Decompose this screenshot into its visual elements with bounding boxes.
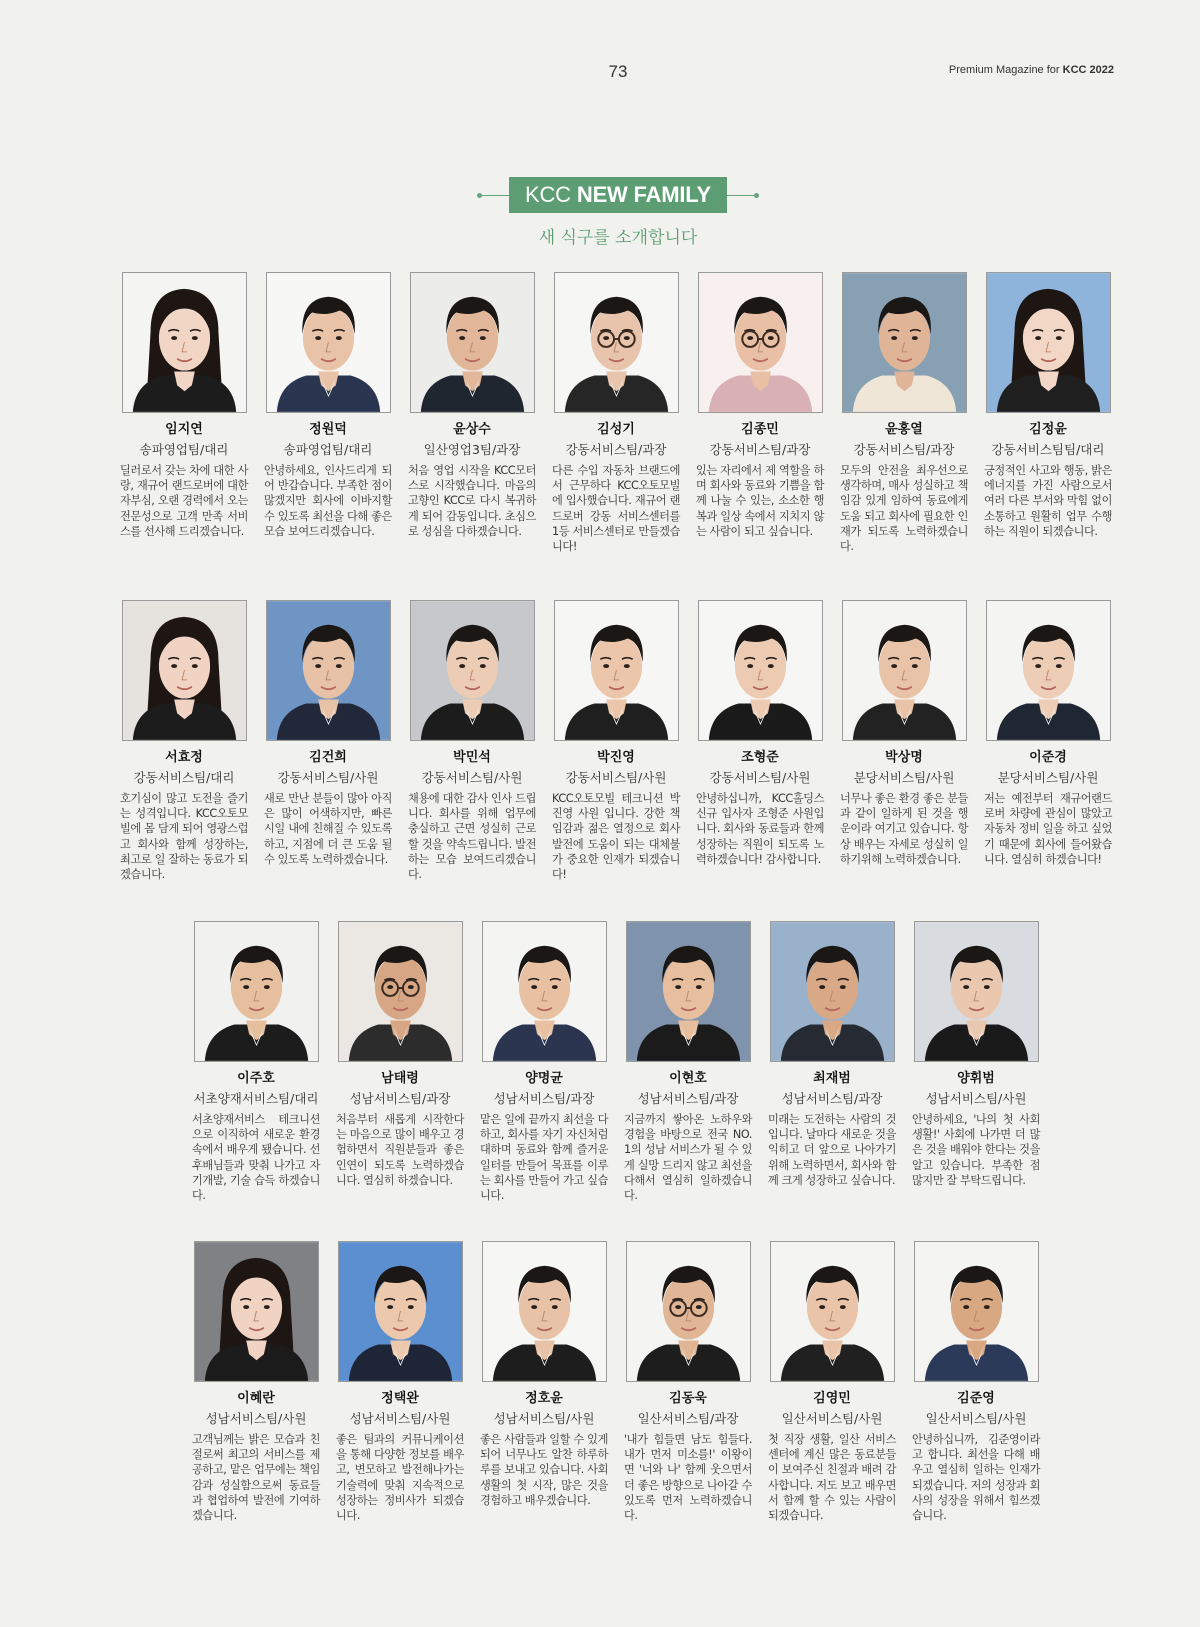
member-description: 딜러로서 갖는 차에 대한 사랑, 재규어 랜드로버에 대한 자부심, 오랜 경력에서 오는 전문성으로 고객 만족 서비스를 선사해 드리겠습니다. [120, 464, 248, 538]
member-team: 일산서비스팀/과장 [637, 1411, 739, 1426]
section-subtitle: 새 식구를 소개합니다 [538, 228, 698, 248]
member-description: 첫 직장 생활, 일산 서비스센터에 계신 많은 동료분들이 보여주신 친절과 배려 감사합니다. 저도 보고 배우면서 함께 할 수 있는 사람이 되겠습니다. [768, 1433, 896, 1523]
member-photo [122, 600, 247, 741]
member-team: 송파영업팀/대리 [283, 442, 373, 457]
member-description: 긍정적인 사고와 행동, 밝은 에너지를 가진 사람으로서 여러 다른 부서와 막힘 없이 소통하고 원활히 업무 수행하는 직원이 되겠습니다. [984, 464, 1112, 538]
member-description: 처음부터 새롭게 시작한다는 마음으로 많이 배우고 경험하면서 직원분들과 좋은 인연이 되도록 노력하겠습니다. 열심히 하겠습니다. [336, 1113, 464, 1187]
member-photo [842, 600, 967, 741]
member-description: 새로 만난 분들이 많아 아직은 많이 어색하지만, 빠른 시일 내에 친해질 수 있도록 하고, 지점에 더 큰 도움 될 수 있도록 노력하겠습니다. [264, 792, 392, 866]
member-card [552, 272, 680, 554]
member-description: 너무나 좋은 환경 좋은 분들과 같이 일하게 된 것을 행운이라 여기고 있습니다. 항상 배우는 자세로 성실히 일하기위해 노력하겠습니다. [840, 792, 968, 866]
member-team: 강동서비스팀/사원 [565, 770, 667, 785]
member-team: 성남서비스팀/과장 [637, 1091, 739, 1106]
member-team: 분당서비스팀/사원 [853, 770, 955, 785]
member-name: 이주호 [237, 1071, 275, 1086]
member-name: 최재범 [813, 1071, 851, 1086]
member-name: 조형준 [741, 750, 779, 765]
member-team: 성남서비스팀/과장 [493, 1091, 595, 1106]
member-name: 윤상수 [453, 422, 491, 437]
member-name: 박민석 [453, 750, 491, 765]
banner-line-right [727, 195, 755, 196]
member-description: 안녕하세요, '나의 첫 사회생활!' 사회에 나가면 더 많은 것을 배워야 한다는 것을 알고 있습니다. 부족한 점 많지만 잘 부탁드립니다. [912, 1113, 1040, 1187]
member-description: 처음 영업 시작을 KCC모터스로 시작했습니다. 마음의 고향인 KCC로 다시 복귀하게 되어 감동입니다. 초심으로 성심을 다하겠습니다. [408, 464, 536, 538]
member-name: 이혜란 [237, 1391, 275, 1406]
member-name: 윤홍열 [885, 422, 923, 437]
member-card [768, 1241, 896, 1523]
member-photo [122, 272, 247, 413]
member-photo [410, 600, 535, 741]
member-card [192, 921, 320, 1203]
member-description: 좋은 팀과의 커뮤니케이션을 통해 다양한 정보를 배우고, 변모하고 발전해나가는 기술력에 맞춰 지속적으로 성장하는 정비사가 되겠습니다. [336, 1433, 464, 1523]
member-photo [554, 600, 679, 741]
member-card [912, 921, 1040, 1188]
member-name: 정원덕 [309, 422, 347, 437]
member-description: 지금까지 쌓아온 노하우와 경험을 바탕으로 전국 NO.1의 성남 서비스가 될 수 있게 실망 드리지 않고 최선을 다해서 열심히 일하겠습니다. [624, 1113, 752, 1203]
member-team: 강동서비스팀/사원 [421, 770, 523, 785]
member-card [408, 272, 536, 539]
member-description: 맡은 일에 끝까지 최선을 다하고, 회사를 자기 자신처럼 대하며 동료와 함께 즐거운 일터를 만들어 목표를 이루는 회사를 만들어 가고 싶습니다. [480, 1113, 608, 1203]
member-name: 서효정 [165, 750, 203, 765]
member-name: 김건희 [309, 750, 347, 765]
magazine-edition: KCC 2022 [1062, 64, 1114, 76]
member-team: 성남서비스팀/사원 [205, 1411, 307, 1426]
member-description: 있는 자리에서 제 역할을 하며 회사와 동료와 기쁨을 함께 나눌 수 있는, 소소한 행복과 일상 속에서 지치지 않는 사람이 되고 싶습니다. [696, 464, 824, 538]
member-description: 안녕하십니까, 김준영이라고 합니다. 최선을 다해 배우고 열심히 일하는 인재가 되겠습니다. 저의 성장과 회사의 성장을 위해서 힘쓰겠습니다. [912, 1433, 1040, 1523]
member-name: 이현호 [669, 1071, 707, 1086]
banner-title-light: KCC [525, 182, 571, 207]
member-team: 일산영업3팀/과장 [423, 442, 521, 457]
member-card [120, 272, 248, 539]
member-photo [338, 921, 463, 1062]
member-card [192, 1241, 320, 1523]
member-photo [626, 921, 751, 1062]
member-description: 호기심이 많고 도전을 즐기는 성격입니다. KCC오토모빌에 몸 담게 되어 영광스럽고 회사와 함께 성장하는, 최고로 일 잘하는 동료가 되겠습니다. [120, 792, 248, 882]
member-card [624, 1241, 752, 1523]
member-photo [554, 272, 679, 413]
banner-line-left [481, 195, 509, 196]
member-photo [698, 600, 823, 741]
member-team: 강동서비스팀/대리 [133, 770, 235, 785]
member-name: 김동욱 [669, 1391, 707, 1406]
member-description: 안녕하세요, 인사드리게 되어 반갑습니다. 부족한 점이 많겠지만 회사에 이바지할 수 있도록 최선을 다해 좋은 모습 보여드리겠습니다. [264, 464, 392, 538]
member-photo [626, 1241, 751, 1382]
member-team: 성남서비스팀/사원 [349, 1411, 451, 1426]
banner-title-bold: NEW FAMILY [576, 182, 711, 207]
member-card [696, 272, 824, 539]
member-team: 송파영업팀/대리 [139, 442, 229, 457]
member-photo [914, 921, 1039, 1062]
member-description: 안녕하십니까, KCC홀딩스 신규 입사자 조형준 사원입니다. 회사와 동료들과 한께 성장하는 직원이 되도록 노력하겠습니다! 감사합니다. [696, 792, 824, 866]
member-photo [482, 1241, 607, 1382]
member-name: 김정윤 [1029, 422, 1067, 437]
member-name: 박상명 [885, 750, 923, 765]
member-card [336, 1241, 464, 1523]
member-team: 성남서비스팀/사원 [925, 1091, 1027, 1106]
member-photo [698, 272, 823, 413]
member-card [552, 600, 680, 882]
member-card [984, 272, 1112, 539]
member-name: 박진영 [597, 750, 635, 765]
member-photo [986, 272, 1111, 413]
member-name: 김준영 [957, 1391, 995, 1406]
member-photo [914, 1241, 1039, 1382]
member-team: 성남서비스팀/사원 [493, 1411, 595, 1426]
member-photo [842, 272, 967, 413]
member-photo [410, 272, 535, 413]
member-name: 임지연 [165, 422, 203, 437]
member-team: 강동서비스팀/사원 [709, 770, 811, 785]
member-name: 남태령 [381, 1071, 419, 1086]
member-team: 일산서비스팀/사원 [925, 1411, 1027, 1426]
member-card [768, 921, 896, 1188]
member-card [912, 1241, 1040, 1523]
member-card [840, 600, 968, 867]
member-card [120, 600, 248, 882]
member-team: 서초양재서비스팀/대리 [193, 1091, 319, 1106]
member-description: 고객님께는 밝은 모습과 친절로써 최고의 서비스를 제공하고, 맡은 업무에는 책임감과 성실함으로써 동료들과 협업하여 발전에 기여하겠습니다. [192, 1433, 320, 1523]
member-photo [266, 600, 391, 741]
member-card [480, 921, 608, 1203]
member-name: 김성기 [597, 422, 635, 437]
member-team: 성남서비스팀/과장 [349, 1091, 451, 1106]
member-team: 강동서비스팀/과장 [709, 442, 811, 457]
member-description: 저는 예전부터 재규어랜드로버 차량에 관심이 많았고 자동차 정비 일을 하고 싶었기 때문에 회사에 들어왔습니다. 열심히 하겠습니다! [984, 792, 1112, 866]
member-name: 김영민 [813, 1391, 851, 1406]
member-description: 미래는 도전하는 사람의 것입니다. 날마다 새로운 것을 익히고 더 앞으로 나아가기 위해 노력하면서, 회사와 함께 크게 성장하고 싶습니다. [768, 1113, 896, 1187]
magazine-label [949, 64, 1114, 76]
member-photo [482, 921, 607, 1062]
member-team: 일산서비스팀/사원 [781, 1411, 883, 1426]
member-photo [338, 1241, 463, 1382]
member-card [336, 921, 464, 1188]
member-card [624, 921, 752, 1203]
member-description: 채용에 대한 감사 인사 드립니다. 회사를 위해 업무에 충실하고 근면 성실히 근로할 것을 약속드립니다. 발전하는 모습 보여드리겠습니다. [408, 792, 536, 882]
page-number: 73 [608, 62, 628, 81]
section-banner [0, 177, 1200, 213]
member-photo [194, 921, 319, 1062]
member-card [984, 600, 1112, 867]
member-team: 강동서비스팀/과장 [853, 442, 955, 457]
magazine-prefix: Premium Magazine for [948, 64, 1063, 76]
member-card [408, 600, 536, 882]
member-description: '내가 힘들면 남도 힘들다. 내가 먼저 미소를!' 이왕이면 '너와 나' 함께 웃으면서 더 좋은 방향으로 나아갈 수 있도록 먼저 노력하겠습니다. [624, 1433, 752, 1523]
member-card [840, 272, 968, 554]
member-photo [770, 1241, 895, 1382]
member-team: 성남서비스팀/과장 [781, 1091, 883, 1106]
member-name: 양휘범 [957, 1071, 995, 1086]
member-name: 정택완 [381, 1391, 419, 1406]
member-name: 이준경 [1029, 750, 1067, 765]
member-name: 김종민 [741, 422, 779, 437]
member-photo [770, 921, 895, 1062]
member-photo [194, 1241, 319, 1382]
member-description: KCC오토모빌 테크니션 박진영 사원 입니다. 강한 책임감과 젊은 열정으로 회사 발전에 도움이 되는 대체불가 중요한 인재가 되겠습니다! [552, 792, 680, 882]
member-card [696, 600, 824, 867]
member-team: 강동서비스팀/과장 [565, 442, 667, 457]
member-photo [266, 272, 391, 413]
member-name: 정호윤 [525, 1391, 563, 1406]
member-description: 모두의 안전을 최우선으로 생각하며, 매사 성실하고 책임감 있게 임하여 동료에게 도움 되고 회사에 필요한 인재가 되도록 노력하겠습니다. [840, 464, 968, 554]
member-team: 강동서비스팀/사원 [277, 770, 379, 785]
member-card [264, 600, 392, 867]
member-photo [986, 600, 1111, 741]
member-name: 양명균 [525, 1071, 563, 1086]
member-card [480, 1241, 608, 1508]
member-description: 서초양재서비스 테크니션으로 이직하여 새로운 환경속에서 배우게 됐습니다. 선후배님들과 맞춰 나가고 자기개발, 기술 습득 하겠습니다. [192, 1113, 320, 1203]
member-card [264, 272, 392, 539]
member-description: 다른 수입 자동차 브랜드에서 근무하다 KCC오토모빌에 입사했습니다. 재규어 랜드로버 강동 서비스센터를 1등 서비스센터로 만들겠습니다! [552, 464, 680, 554]
member-team: 분당서비스팀/사원 [997, 770, 1099, 785]
member-team: 강동서비스팀팀/대리 [991, 442, 1105, 457]
member-description: 좋은 사람들과 일할 수 있게 되어 너무나도 알찬 하루하루를 보내고 있습니다. 사회생활의 첫 시작, 많은 것을 경험하고 배우겠습니다. [480, 1433, 608, 1507]
banner-title [509, 177, 727, 213]
